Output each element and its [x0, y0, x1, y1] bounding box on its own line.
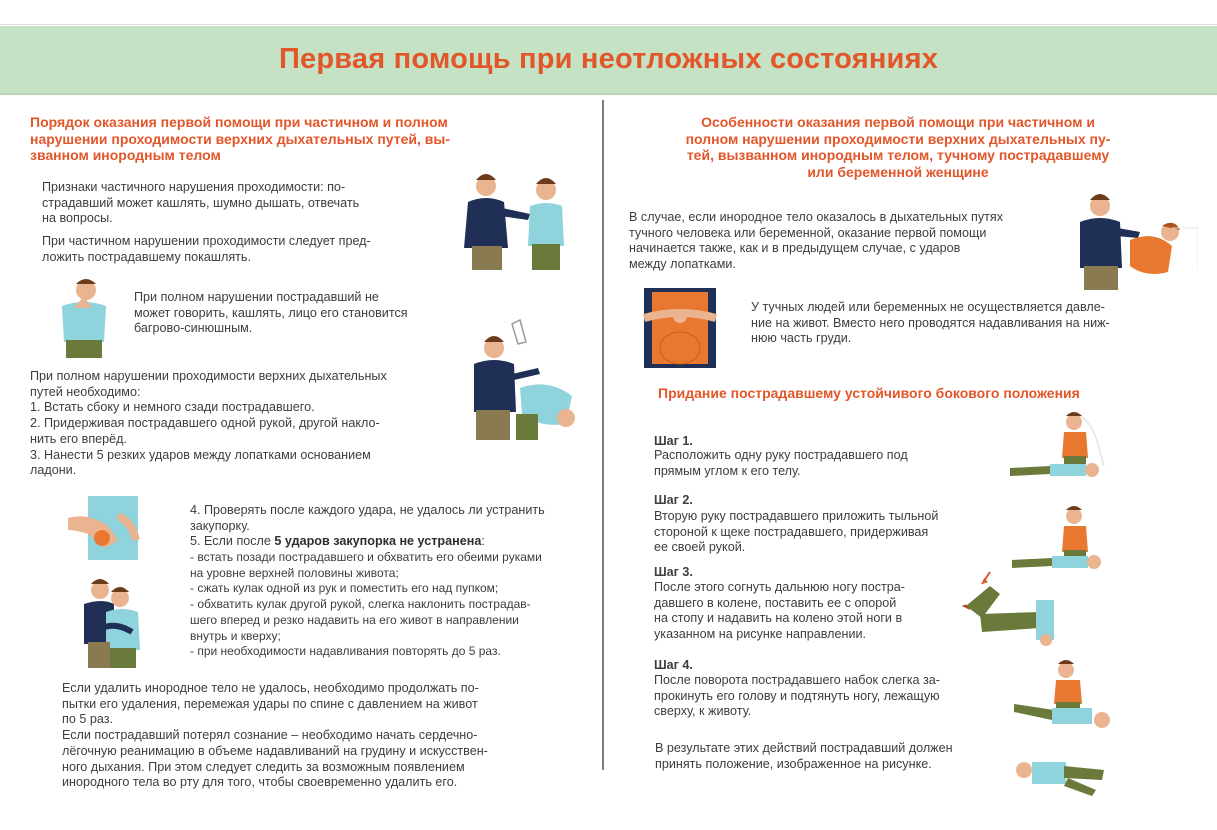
text-line: между лопатками. [629, 257, 736, 272]
recovery-heading: Придание пострадавшему устойчивого бокового положения [658, 385, 1080, 401]
text-line: стороной к щеке пострадавшего, придерживая [654, 524, 929, 539]
step-5-text [190, 534, 485, 550]
text-line: - сжать кулак одной из рук и поместить его над пупком; [190, 581, 499, 596]
obese-back-blows-text [629, 210, 1003, 273]
step-1-text [654, 448, 908, 479]
recovery-final-position-illustration [1008, 748, 1116, 796]
abdominal-thrust-illustration [80, 578, 146, 670]
step-5-suffix: : [481, 534, 485, 548]
full-obstruction-signs [134, 290, 408, 337]
text-line: При полном нарушении пострадавший не [134, 290, 379, 304]
text-line: нюю часть груди. [751, 331, 852, 346]
obese-victim-back-blows-illustration [1076, 192, 1198, 292]
right-heading [648, 114, 1148, 180]
text-line: полном нарушении проходимости верхних дыхательных пу- [685, 130, 1111, 147]
text-line: - встать позади пострадавшего и обхватить его обеими руками [190, 550, 542, 564]
text-line: нарушении проходимости верхних дыхательных путей, вы- [30, 130, 451, 147]
text-line: В случае, если инородное тело оказалось в дыхательных путях [629, 210, 1004, 224]
pregnant-chest-thrust-illustration [640, 288, 720, 368]
recovery-step-2-illustration [1010, 506, 1114, 580]
text-line: может говорить, кашлять, лицо его становится [134, 305, 408, 320]
text-line: давшего в колене, поставить ее с опорой [654, 595, 897, 610]
text-line: Особенности оказания первой помощи при частичном и [701, 114, 1095, 130]
fist-placement-illustration [68, 494, 148, 564]
chest-thrust-text [751, 300, 1110, 347]
text-line: пытки его удаления, перемежая удары по спине с давлением на живот [62, 696, 478, 711]
text-line: Признаки частичного нарушения проходимости: по- [42, 180, 346, 194]
text-line: В результате этих действий пострадавший должен [655, 741, 953, 755]
text-line: тучного человека или беременной, оказание первой помощи [629, 225, 987, 240]
result-text [655, 741, 953, 772]
text-line: У тучных людей или беременных не осуществляется давле- [751, 300, 1105, 314]
back-blows-illustration [466, 318, 586, 444]
text-line: Если пострадавший потерял сознание – необходимо начать сердечно- [62, 728, 478, 743]
text-line: на вопросы. [42, 211, 113, 226]
step-4-recovery-text [654, 673, 940, 720]
step-5-prefix: 5. Если после [190, 534, 275, 548]
text-line: страдавший может кашлять, шумно дышать, отвечать [42, 195, 360, 210]
text-line: лёгочную реанимацию в объеме надавливаний на грудину и искусствен- [62, 743, 488, 758]
step-2-text [654, 509, 938, 556]
text-line: или беременной женщине [807, 163, 989, 180]
text-line: званном инородным телом [30, 147, 221, 164]
step-1-title: Шаг 1. [654, 434, 693, 448]
recovery-step-3-illustration [960, 570, 1060, 646]
text-line: сверху, к животу. [654, 704, 752, 719]
text-line: багрово-синюшным. [134, 321, 253, 336]
column-divider [602, 100, 604, 770]
text-line: ее своей рукой. [654, 540, 746, 555]
text-line: После этого согнуть дальнюю ногу постра- [654, 580, 905, 594]
text-line: на стопу и надавить на колено этой ноги в [654, 611, 903, 626]
text-line: принять положение, изображенное на рисунке. [655, 756, 932, 771]
rescuer-checking-victim-illustration [462, 168, 577, 278]
text-line: прямым углом к его телу. [654, 463, 801, 478]
text-line: инородного тела во рту для того, чтобы своевременно удалить его. [62, 775, 458, 790]
text-line: на уровне верхней половины живота; [190, 565, 399, 580]
text-line: При полном нарушении проходимости верхних дыхательных [30, 369, 387, 383]
text-line: - при необходимости надавливания повторять до 5 раз. [190, 644, 501, 659]
text-line: ние на живот. Вместо него проводятся надавливания на ниж- [751, 315, 1110, 330]
text-line: по 5 раз. [62, 712, 113, 727]
text-line: ложить пострадавшему покашлять. [42, 249, 251, 264]
text-line: путей необходимо: [30, 384, 141, 399]
step-2-title: Шаг 2. [654, 493, 693, 507]
partial-obstruction-advice [42, 234, 371, 265]
text-line: внутрь и кверху; [190, 628, 281, 643]
step-5-bold: 5 ударов закупорка не устранена [274, 534, 482, 548]
recovery-step-4-illustration [1012, 660, 1120, 734]
text-line: нить его вперёд. [30, 431, 128, 446]
final-instructions [62, 681, 488, 791]
text-line: 3. Нанести 5 резких ударов между лопатками основанием [30, 447, 371, 462]
text-line: 4. Проверять после каждого удара, не удалось ли устранить [190, 503, 545, 517]
text-line: Если удалить инородное тело не удалось, необходимо продолжать по- [62, 681, 479, 695]
top-divider [0, 24, 1217, 25]
text-line: тей, вызванном инородным телом, тучному пострадавшему [686, 147, 1110, 164]
text-line: После поворота пострадавшего набок слегка за- [654, 673, 940, 687]
title-banner [0, 26, 1217, 95]
text-line: 2. Придерживая пострадавшего одной рукой, другой накло- [30, 416, 380, 431]
text-line: указанном на рисунке направлении. [654, 627, 867, 642]
left-heading [30, 114, 450, 164]
step-4-title: Шаг 4. [654, 658, 693, 672]
full-obstruction-steps [30, 369, 387, 479]
text-line: шего вперед и резко надавить на его живот в направлении [190, 612, 519, 627]
text-line: ладони. [30, 463, 77, 478]
text-line: Порядок оказания первой помощи при частичном и полном [30, 114, 448, 130]
heimlich-steps [190, 550, 542, 660]
text-line: Расположить одну руку пострадавшего под [654, 448, 908, 462]
text-line: - обхватить кулак другой рукой, слегка наклонить пострадав- [190, 597, 531, 612]
text-line: закупорку. [190, 518, 250, 533]
partial-obstruction-signs [42, 180, 359, 227]
text-line: прокинуть его голову и подтянуть ногу, лежащую [654, 688, 940, 703]
text-line: ного дыхания. При этом следует следить за возможным появлением [62, 759, 465, 774]
choking-man-illustration [52, 276, 112, 360]
text-line: начинается также, как и в предыдущем случае, с ударов [629, 241, 961, 256]
step-3-text [654, 580, 905, 643]
text-line: Вторую руку пострадавшего приложить тыльной [654, 509, 939, 523]
recovery-step-1-illustration [1008, 410, 1112, 488]
text-line: При частичном нарушении проходимости следует пред- [42, 234, 371, 248]
step-3-title: Шаг 3. [654, 565, 693, 579]
step-4-text [190, 503, 545, 534]
page-title: Первая помощь при неотложных состояниях [278, 43, 939, 75]
text-line: 1. Встать сбоку и немного сзади пострадавшего. [30, 400, 315, 415]
